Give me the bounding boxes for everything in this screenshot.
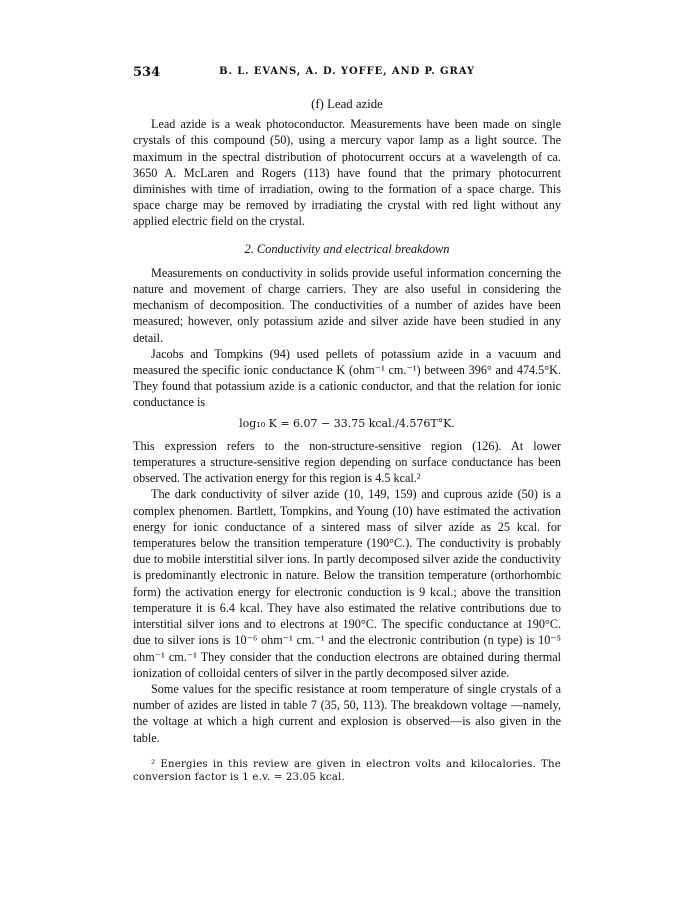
paragraph-jacobs-tompkins: Jacobs and Tompkins (94) used pellets of potassium azide in a vacuum and measured the specific ionic conductance K (ohm⁻¹ cm.⁻¹) between 396° and 474.5°K. They found that potassium azide is a cationic conductor, and that the relation for ionic conductance is — [133, 346, 561, 410]
equation-ionic-conductance: log₁₀ K = 6.07 − 33.75 kcal./4.576T°K. — [239, 416, 455, 430]
paragraph-silver-azide: The dark conductivity of silver azide (10, 149, 159) and cuprous azide (50) is a complex phenomen. Bartlett, Tompkins, and Young (10) have estimated the activation energy for ionic conductance of a sintered mass of silver azide as 25 kcal. for temperatures below the transition temperature (190°C.). The conductivity is probably due to mobile interstitial silver ions. In partly decomposed silver azide the conductivity is predominantly electronic in nature. Below the transition temperature (orthorhombic form) the activation energy for electronic conduction is 9 kcal.; above the transition temperature it is 6.4 kcal. They have also estimated the relative contributions due to interstitial silver ions and to electrons at 190°C. The specific conductance at 190°C. due to silver ions is 10⁻⁶ ohm⁻¹ cm.⁻¹ and the electronic contribution (n type) is 10⁻⁵ ohm⁻¹ cm.⁻¹ They consider that the conduction electrons are obtained during thermal ionization of colloidal centers of silver in the partly decomposed silver azide. — [133, 487, 561, 680]
body-text — [133, 96, 561, 785]
paragraph-lead-azide: Lead azide is a weak photoconductor. Measurements have been made on single crystals of this compound (50), using a mercury vapor lamp as a light source. The maximum in the spectral distribution of photocurrent occurs at a wavelength of ca. 3650 A. McLaren and Rogers (113) have found that the primary photocurrent diminishes with time of irradiation, owing to the formation of a space charge. This space charge may be removed by irradiating the crystal with red light without any applied electric field on the crystal. — [133, 117, 561, 229]
paragraph-specific-resistance: Some values for the specific resistance at room temperature of single crystals of a number of azides are listed in table 7 (35, 50, 113). The breakdown voltage —namely, the voltage at which a high current and explosion is observed—is also given in the table. — [133, 681, 561, 745]
paragraph-conductivity-intro: Measurements on conductivity in solids provide useful information concerning the nature and movement of charge carriers. They are also useful in considering the mechanism of decomposition. The conductivities of a number of azides have been measured; however, only potassium azide and silver azide have been studied in any detail. — [133, 265, 561, 345]
running-header — [133, 65, 561, 83]
section-title: (f) Lead azide — [311, 97, 383, 111]
footnote: ² Energies in this review are given in electron volts and kilocalories. The conversion factor is 1 e.v. = 23.05 kcal. — [133, 758, 561, 784]
running-head-authors: B. L. EVANS, A. D. YOFFE, AND P. GRAY — [219, 66, 475, 77]
page-number: 534 — [133, 65, 161, 80]
subsection-title: 2. Conductivity and electrical breakdown — [244, 241, 450, 256]
paragraph-structure-sensitive: This expression refers to the non-structure-sensitive region (126). At lower temperatures a structure-sensitive region depending on surface conductance has been observed. The activation energy for this region is 4.5 kcal.² — [133, 438, 561, 486]
